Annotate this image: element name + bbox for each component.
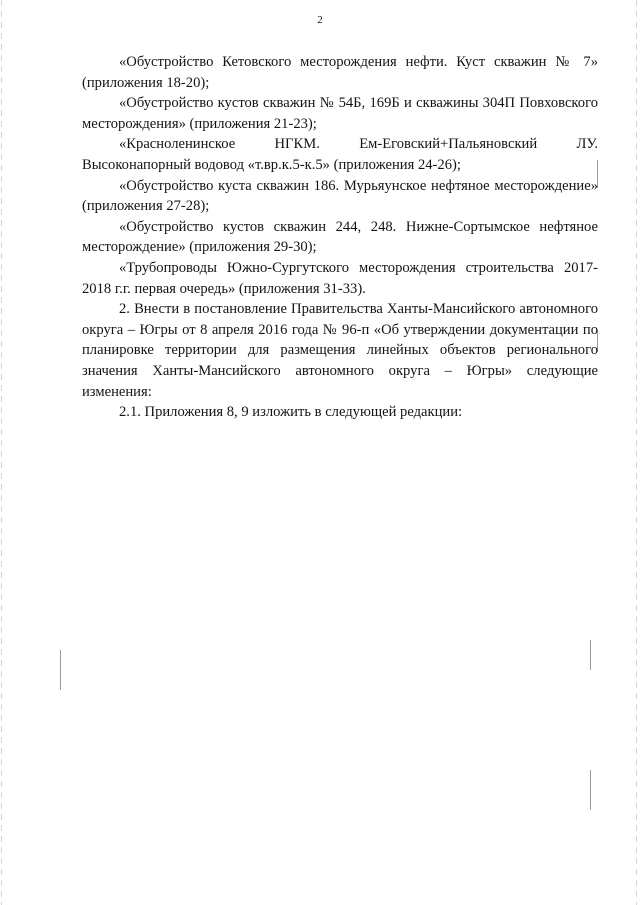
paragraph: «Обустройство куста скважин 186. Мурьяунское нефтяное месторождение» (приложения 27-28); — [82, 177, 598, 215]
paragraph: «Обустройство кустов скважин 244, 248. Нижне-Сортымское нефтяное месторождение» (приложения 29-30); — [82, 218, 598, 256]
paragraph: «Трубопроводы Южно-Сургутского месторождения строительства 2017-2018 г.г. первая очередь» (приложения 31-33). — [82, 259, 598, 297]
scan-speck — [590, 640, 591, 670]
scan-edge-left — [1, 0, 2, 905]
document-body — [82, 52, 598, 423]
scan-edge-right — [636, 0, 637, 905]
scan-speck — [590, 770, 591, 810]
paragraph: 2. Внести в постановление Правительства Ханты-Мансийского автономного округа – Югры от 8 апреля 2016 года № 96-п «Об утверждении документации по планировке территории для размещения линейных объектов регионального значения Ханты-Мансийского автономного округа – Югры» следующие изменения: — [82, 301, 598, 400]
page-number: 2 — [317, 14, 323, 26]
paragraph: «Красноленинское НГКМ. Ем-Еговский+Пальяновский ЛУ. Высоконапорный водовод «т.вр.к.5-к.5» (приложения 24-26); — [82, 136, 598, 173]
paragraph: 2.1. Приложения 8, 9 изложить в следующей редакции: — [119, 404, 463, 421]
scan-speck — [60, 650, 61, 690]
paragraph: «Обустройство Кетовского месторождения нефти. Куст скважин № 7» (приложения 18-20); — [82, 54, 598, 91]
paragraph: «Обустройство кустов скважин № 54Б, 169Б и скважины 304П Повховского месторождения» (приложения 21-23); — [82, 95, 598, 132]
